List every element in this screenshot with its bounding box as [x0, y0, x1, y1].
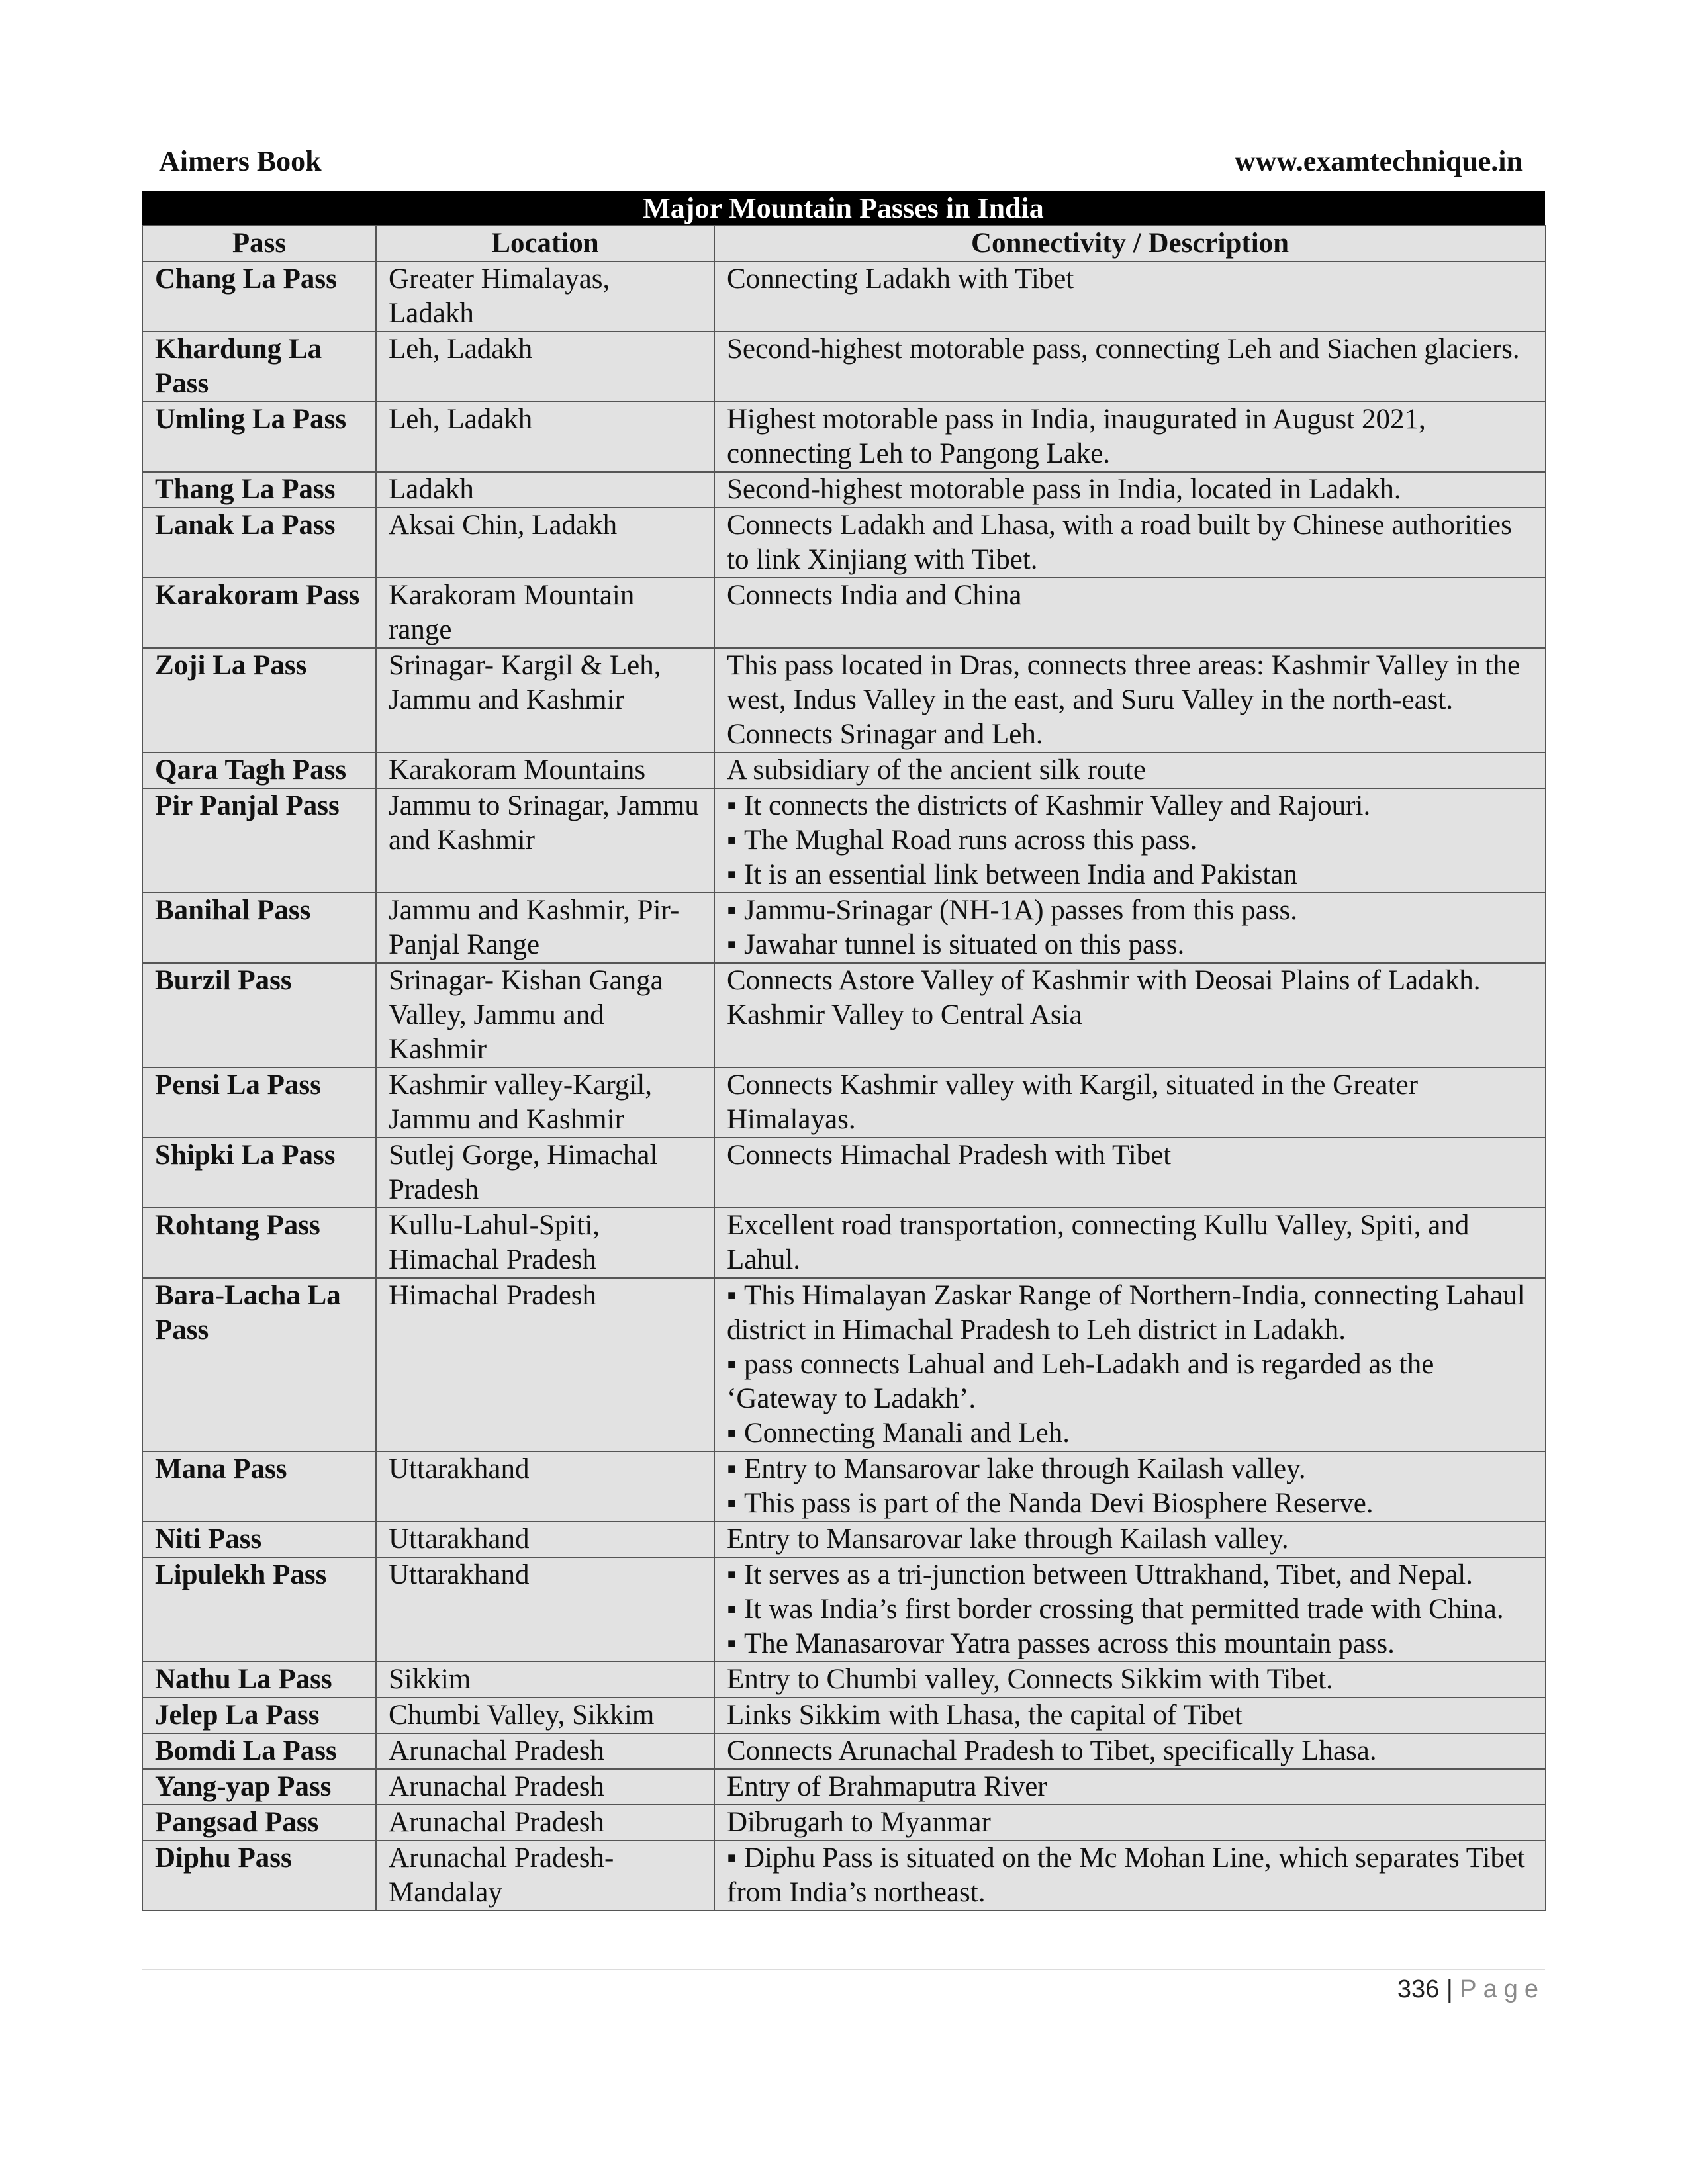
column-header-location: Location: [376, 226, 714, 261]
page-separator: |: [1446, 1976, 1453, 2003]
pass-name-cell: Pangsad Pass: [142, 1805, 376, 1841]
table-row: [142, 1557, 1546, 1662]
description-bullet: ▪ The Mughal Road runs across this pass.: [727, 823, 1533, 858]
pass-name-cell: Niti Pass: [142, 1522, 376, 1557]
description-bullet: ▪ Connecting Manali and Leh.: [727, 1416, 1533, 1451]
location-cell: Arunachal Pradesh: [376, 1733, 714, 1769]
description-cell: [714, 332, 1546, 402]
location-cell: Greater Himalayas, Ladakh: [376, 261, 714, 332]
description-cell: [714, 1278, 1546, 1451]
description-cell: [714, 1557, 1546, 1662]
description-cell: [714, 578, 1546, 648]
description-bullet: ▪ It was India’s first border crossing that permitted trade with China.: [727, 1592, 1533, 1627]
location-cell: Sikkim: [376, 1662, 714, 1698]
description-text: Connects Astore Valley of Kashmir with Deosai Plains of Ladakh. Kashmir Valley to Central Asia: [727, 965, 1481, 1030]
pass-name-cell: Diphu Pass: [142, 1841, 376, 1911]
description-text: Entry to Chumbi valley, Connects Sikkim with Tibet.: [727, 1664, 1333, 1695]
description-bullet: ▪ It is an essential link between India and Pakistan: [727, 858, 1533, 892]
description-cell: [714, 472, 1546, 508]
pass-name-cell: Chang La Pass: [142, 261, 376, 332]
description-text: Connects Arunachal Pradesh to Tibet, specifically Lhasa.: [727, 1735, 1377, 1766]
table-row: [142, 578, 1546, 648]
page-header: [159, 144, 1523, 184]
pass-name-cell: Lipulekh Pass: [142, 1557, 376, 1662]
table-row: [142, 1733, 1546, 1769]
pass-name-cell: Mana Pass: [142, 1451, 376, 1522]
pass-name-cell: Banihal Pass: [142, 893, 376, 963]
pass-name-cell: Zoji La Pass: [142, 648, 376, 752]
book-title: Aimers Book: [159, 145, 322, 177]
description-cell: [714, 508, 1546, 578]
pass-name-cell: Pensi La Pass: [142, 1068, 376, 1138]
description-cell: [714, 1769, 1546, 1805]
table-row: [142, 1522, 1546, 1557]
table-row: [142, 332, 1546, 402]
description-bullet: ▪ pass connects Lahual and Leh-Ladakh and is regarded as the ‘Gateway to Ladakh’.: [727, 1347, 1533, 1416]
passes-table: [142, 225, 1546, 1911]
description-cell: [714, 1522, 1546, 1557]
description-text: A subsidiary of the ancient silk route: [727, 754, 1146, 786]
description-cell: [714, 648, 1546, 752]
pass-name-cell: Qara Tagh Pass: [142, 752, 376, 788]
description-text: This pass located in Dras, connects three areas: Kashmir Valley in the west, Indus Valley in the east, and Suru Valley in the north-east. Connects Srinagar and Leh.: [727, 650, 1521, 750]
table-row: [142, 1769, 1546, 1805]
description-text: Dibrugarh to Myanmar: [727, 1807, 991, 1838]
description-cell: [714, 1208, 1546, 1278]
description-cell: [714, 1805, 1546, 1841]
location-cell: Kullu-Lahul-Spiti, Himachal Pradesh: [376, 1208, 714, 1278]
table-row: [142, 648, 1546, 752]
location-cell: Aksai Chin, Ladakh: [376, 508, 714, 578]
description-text: Connecting Ladakh with Tibet: [727, 263, 1074, 295]
pass-name-cell: Umling La Pass: [142, 402, 376, 472]
table-row: [142, 752, 1546, 788]
description-bullet: ▪ This pass is part of the Nanda Devi Biosphere Reserve.: [727, 1486, 1533, 1521]
location-cell: Karakoram Mountains: [376, 752, 714, 788]
pass-name-cell: Pir Panjal Pass: [142, 788, 376, 893]
description-bullet: ▪ The Manasarovar Yatra passes across this mountain pass.: [727, 1627, 1533, 1661]
page-label: Page: [1460, 1976, 1545, 2003]
page-number: 336: [1397, 1976, 1440, 2003]
table-row: [142, 1278, 1546, 1451]
footer-divider: [142, 1969, 1545, 1970]
location-cell: Chumbi Valley, Sikkim: [376, 1698, 714, 1733]
location-cell: Uttarakhand: [376, 1522, 714, 1557]
table-row: [142, 963, 1546, 1068]
description-cell: [714, 752, 1546, 788]
pass-name-cell: Lanak La Pass: [142, 508, 376, 578]
pass-name-cell: Karakoram Pass: [142, 578, 376, 648]
location-cell: Srinagar- Kishan Ganga Valley, Jammu and Kashmir: [376, 963, 714, 1068]
table-row: [142, 402, 1546, 472]
table-header-row: [142, 226, 1546, 261]
location-cell: Arunachal Pradesh: [376, 1769, 714, 1805]
description-text: Connects Ladakh and Lhasa, with a road built by Chinese authorities to link Xinjiang with Tibet.: [727, 510, 1512, 575]
location-cell: Jammu and Kashmir, Pir-Panjal Range: [376, 893, 714, 963]
location-cell: Arunachal Pradesh: [376, 1805, 714, 1841]
table-row: [142, 508, 1546, 578]
table-row: [142, 1138, 1546, 1208]
description-cell: [714, 893, 1546, 963]
table-row: [142, 1208, 1546, 1278]
location-cell: Leh, Ladakh: [376, 332, 714, 402]
table-row: [142, 261, 1546, 332]
location-cell: Leh, Ladakh: [376, 402, 714, 472]
pass-name-cell: Jelep La Pass: [142, 1698, 376, 1733]
description-bullet: ▪ Jawahar tunnel is situated on this pass.: [727, 928, 1533, 962]
location-cell: Arunachal Pradesh-Mandalay: [376, 1841, 714, 1911]
description-cell: [714, 1662, 1546, 1698]
description-cell: [714, 1138, 1546, 1208]
description-cell: [714, 1841, 1546, 1911]
description-cell: [714, 1733, 1546, 1769]
description-text: Entry of Brahmaputra River: [727, 1771, 1047, 1802]
description-text: Second-highest motorable pass in India, located in Ladakh.: [727, 474, 1401, 505]
pass-name-cell: Khardung La Pass: [142, 332, 376, 402]
description-bullet: ▪ This Himalayan Zaskar Range of Northern-India, connecting Lahaul district in Himachal Pradesh to Leh district in Ladakh.: [727, 1279, 1533, 1347]
table-row: [142, 472, 1546, 508]
location-cell: Kashmir valley-Kargil, Jammu and Kashmir: [376, 1068, 714, 1138]
pass-name-cell: Bara-Lacha La Pass: [142, 1278, 376, 1451]
description-text: Highest motorable pass in India, inaugurated in August 2021, connecting Leh to Pangong Lake.: [727, 404, 1426, 469]
location-cell: Uttarakhand: [376, 1557, 714, 1662]
table-row: [142, 788, 1546, 893]
description-bullet: ▪ It connects the districts of Kashmir Valley and Rajouri.: [727, 789, 1533, 823]
description-text: Connects Himachal Pradesh with Tibet: [727, 1140, 1172, 1171]
table-row: [142, 893, 1546, 963]
pass-name-cell: Yang-yap Pass: [142, 1769, 376, 1805]
pass-name-cell: Bomdi La Pass: [142, 1733, 376, 1769]
passes-table-container: [142, 191, 1545, 1911]
table-row: [142, 1451, 1546, 1522]
description-bullet: ▪ Diphu Pass is situated on the Mc Mohan Line, which separates Tibet from India’s northeast.: [727, 1841, 1533, 1910]
description-cell: [714, 402, 1546, 472]
page-number-footer: [1397, 1976, 1545, 2004]
table-row: [142, 1698, 1546, 1733]
description-cell: [714, 1698, 1546, 1733]
description-text: Connects Kashmir valley with Kargil, situated in the Greater Himalayas.: [727, 1069, 1419, 1135]
description-text: Entry to Mansarovar lake through Kailash valley.: [727, 1524, 1289, 1555]
table-row: [142, 1841, 1546, 1911]
description-text: Excellent road transportation, connecting Kullu Valley, Spiti, and Lahul.: [727, 1210, 1470, 1275]
description-cell: [714, 963, 1546, 1068]
column-header-pass: Pass: [142, 226, 376, 261]
description-bullet: ▪ Entry to Mansarovar lake through Kailash valley.: [727, 1452, 1533, 1486]
location-cell: Sutlej Gorge, Himachal Pradesh: [376, 1138, 714, 1208]
description-cell: [714, 1068, 1546, 1138]
pass-name-cell: Thang La Pass: [142, 472, 376, 508]
table-row: [142, 1662, 1546, 1698]
table-title: Major Mountain Passes in India: [142, 191, 1545, 225]
description-text: Connects India and China: [727, 580, 1022, 611]
location-cell: Ladakh: [376, 472, 714, 508]
location-cell: Srinagar- Kargil & Leh, Jammu and Kashmir: [376, 648, 714, 752]
description-cell: [714, 261, 1546, 332]
description-cell: [714, 1451, 1546, 1522]
description-bullet: ▪ It serves as a tri-junction between Uttrakhand, Tibet, and Nepal.: [727, 1558, 1533, 1592]
location-cell: Karakoram Mountain range: [376, 578, 714, 648]
pass-name-cell: Rohtang Pass: [142, 1208, 376, 1278]
description-cell: [714, 788, 1546, 893]
description-text: Second-highest motorable pass, connecting Leh and Siachen glaciers.: [727, 334, 1520, 365]
column-header-description: Connectivity / Description: [714, 226, 1546, 261]
pass-name-cell: Nathu La Pass: [142, 1662, 376, 1698]
pass-name-cell: Shipki La Pass: [142, 1138, 376, 1208]
table-row: [142, 1805, 1546, 1841]
table-body: [142, 261, 1546, 1911]
description-bullet: ▪ Jammu-Srinagar (NH-1A) passes from this pass.: [727, 893, 1533, 928]
description-text: Links Sikkim with Lhasa, the capital of Tibet: [727, 1700, 1243, 1731]
website-url: www.examtechnique.in: [1234, 145, 1523, 177]
pass-name-cell: Burzil Pass: [142, 963, 376, 1068]
location-cell: Jammu to Srinagar, Jammu and Kashmir: [376, 788, 714, 893]
table-row: [142, 1068, 1546, 1138]
location-cell: Uttarakhand: [376, 1451, 714, 1522]
location-cell: Himachal Pradesh: [376, 1278, 714, 1451]
